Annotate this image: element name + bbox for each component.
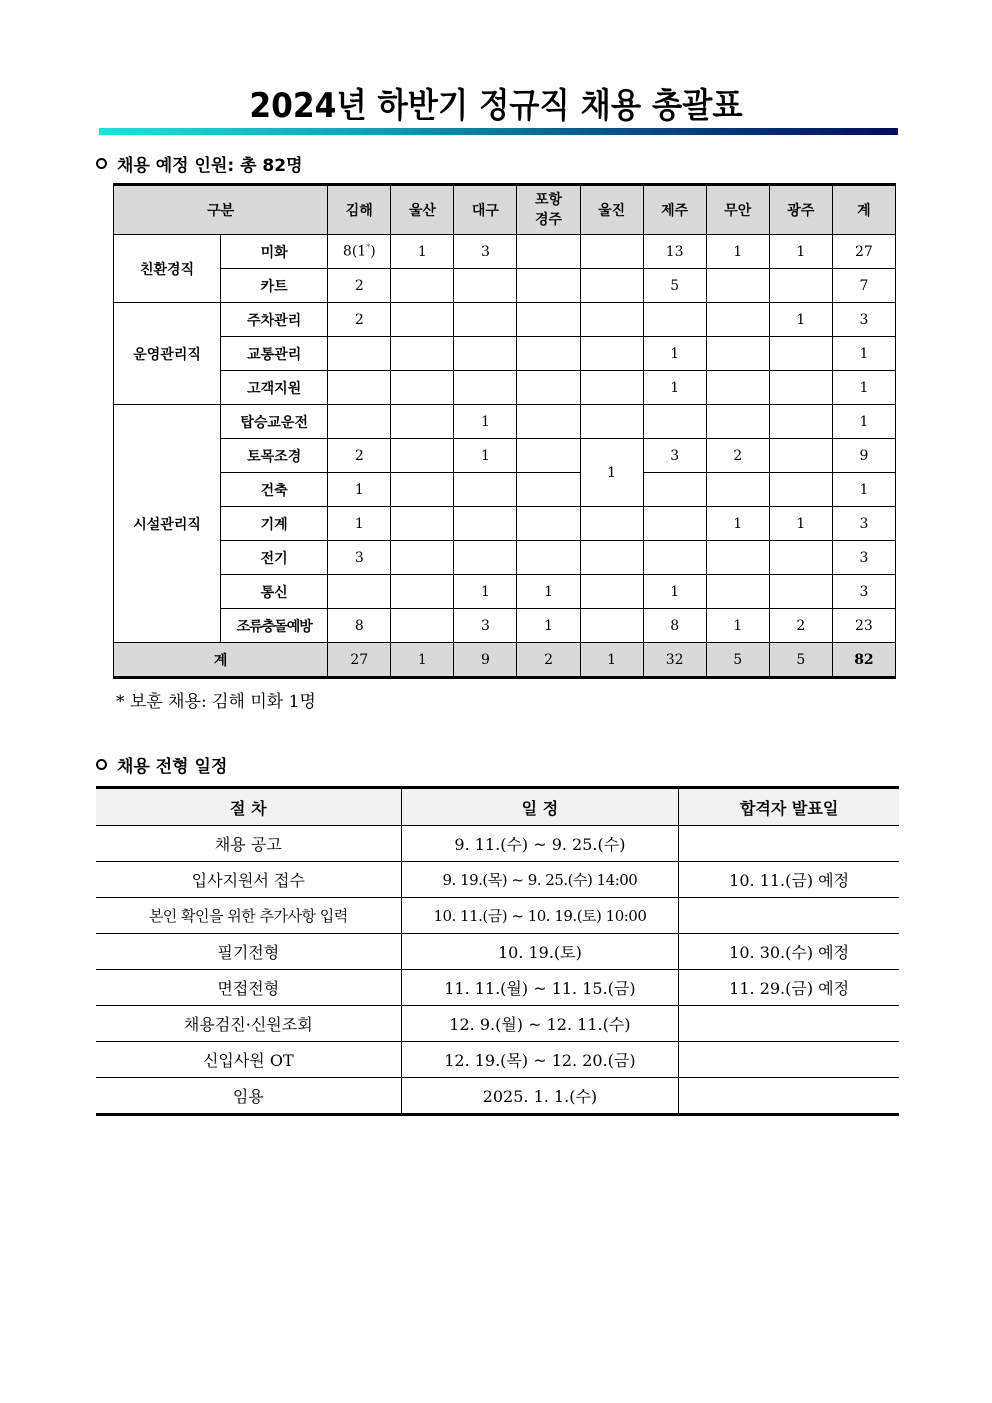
step-cell: 면접전형: [96, 970, 401, 1006]
header-pohang-gyeongju: [517, 185, 580, 235]
cell: [391, 405, 454, 439]
cell: [769, 541, 832, 575]
cell: [454, 303, 517, 337]
header-total: 계: [832, 185, 895, 235]
schedule-cell: 2025. 1. 1.(수): [401, 1078, 679, 1115]
table-row: [114, 439, 896, 473]
cell: 1: [328, 473, 391, 507]
header-muan: 무안: [706, 185, 769, 235]
cell: [580, 269, 643, 303]
cell-total: 27: [832, 235, 895, 269]
cell: 8: [643, 609, 706, 643]
cell: [643, 405, 706, 439]
cell: [454, 473, 517, 507]
cell: [517, 303, 580, 337]
cell: [643, 473, 706, 507]
step-cell: 필기전형: [96, 934, 401, 970]
header-schedule: 일 정: [401, 788, 679, 826]
cell: 1: [328, 507, 391, 541]
step-cell: 채용 공고: [96, 826, 401, 862]
cell: 2: [328, 439, 391, 473]
step-cell: 임용: [96, 1078, 401, 1115]
table-row: [96, 898, 899, 934]
total-cell: 2: [517, 643, 580, 678]
schedule-cell: 9. 19.(목) ~ 9. 25.(수) 14:00: [401, 862, 679, 898]
cell-total: 1: [832, 337, 895, 371]
cell: [643, 507, 706, 541]
cell: 1: [454, 439, 517, 473]
cell: [517, 235, 580, 269]
table-row: [114, 575, 896, 609]
cell-total: 3: [832, 507, 895, 541]
cell: [391, 609, 454, 643]
title-underline-bar: [99, 128, 898, 135]
circle-bullet-icon: [96, 158, 107, 169]
announce-cell: [679, 1042, 899, 1078]
table-header-row: [96, 788, 899, 826]
row-label: 기계: [221, 507, 328, 541]
cell: [328, 371, 391, 405]
footnote: * 보훈 채용: 김해 미화 1명: [116, 692, 316, 712]
announce-cell: 10. 11.(금) 예정: [679, 862, 899, 898]
cell: [517, 507, 580, 541]
table-row: [96, 1006, 899, 1042]
cell: 1: [517, 575, 580, 609]
table-row: [96, 1042, 899, 1078]
cell: [517, 337, 580, 371]
section-heading-text: 채용 예정 인원: 총 82명: [117, 156, 303, 176]
header-daegu: 대구: [454, 185, 517, 235]
section-heading-text: 채용 전형 일정: [117, 757, 228, 777]
table-row: [114, 337, 896, 371]
cell-total: 1: [832, 405, 895, 439]
table-row: [114, 473, 896, 507]
cell: 2: [328, 269, 391, 303]
cell: [706, 473, 769, 507]
cell: [769, 405, 832, 439]
announce-cell: 10. 30.(수) 예정: [679, 934, 899, 970]
table-row: [96, 826, 899, 862]
schedule-cell: 11. 11.(월) ~ 11. 15.(금): [401, 970, 679, 1006]
table-row: [114, 541, 896, 575]
row-label: 고객지원: [221, 371, 328, 405]
table-row: [96, 862, 899, 898]
header-gwangju: 광주: [769, 185, 832, 235]
cell: [391, 269, 454, 303]
row-label: 주차관리: [221, 303, 328, 337]
cell: [454, 269, 517, 303]
cell: [517, 473, 580, 507]
cell-total: 7: [832, 269, 895, 303]
header-jeju: 제주: [643, 185, 706, 235]
cell: [769, 337, 832, 371]
cell: [706, 541, 769, 575]
cell: 1: [643, 337, 706, 371]
cell: [391, 371, 454, 405]
cell: [706, 269, 769, 303]
total-cell: 27: [328, 643, 391, 678]
table-row: [114, 371, 896, 405]
header-gyeongju: 경주: [534, 212, 563, 228]
total-cell: 5: [706, 643, 769, 678]
header-uljin: 울진: [580, 185, 643, 235]
cell: 3: [643, 439, 706, 473]
cell: [580, 609, 643, 643]
cell: [580, 235, 643, 269]
cell: [769, 439, 832, 473]
row-label: 건축: [221, 473, 328, 507]
cell: [769, 575, 832, 609]
table-header-row: [114, 185, 896, 235]
header-category: 구분: [114, 185, 328, 235]
cell-total: 1: [832, 371, 895, 405]
step-cell: 입사지원서 접수: [96, 862, 401, 898]
schedule-cell: 10. 11.(금) ~ 10. 19.(토) 10:00: [401, 898, 679, 934]
step-cell: 본인 확인을 위한 추가사항 입력: [96, 898, 401, 934]
cell: 1: [643, 575, 706, 609]
cell: 1: [517, 609, 580, 643]
cell-paren: ): [370, 243, 376, 260]
cell: 8: [328, 609, 391, 643]
row-label: 전기: [221, 541, 328, 575]
announce-cell: 11. 29.(금) 예정: [679, 970, 899, 1006]
schedule-cell: 9. 11.(수) ~ 9. 25.(수): [401, 826, 679, 862]
schedule-cell: 12. 9.(월) ~ 12. 11.(수): [401, 1006, 679, 1042]
cell: [643, 303, 706, 337]
cell: [706, 371, 769, 405]
table-row: [114, 303, 896, 337]
cell: [769, 371, 832, 405]
grand-total-cell: 82: [832, 643, 895, 678]
cell-value: 8(1: [342, 243, 367, 260]
table-row: [96, 970, 899, 1006]
cell: [517, 269, 580, 303]
step-cell: 채용검진·신원조회: [96, 1006, 401, 1042]
cell: [580, 575, 643, 609]
cell-gimhae: [328, 235, 391, 269]
cell: [643, 541, 706, 575]
row-label: 탑승교운전: [221, 405, 328, 439]
cell: [769, 473, 832, 507]
cell: [391, 507, 454, 541]
total-label: 계: [114, 643, 328, 678]
step-cell: 신입사원 OT: [96, 1042, 401, 1078]
cell: [517, 439, 580, 473]
table-total-row: [114, 643, 896, 678]
total-cell: 32: [643, 643, 706, 678]
cell: 2: [706, 439, 769, 473]
cell-uljin-merged: 1: [580, 439, 643, 507]
cell: [454, 541, 517, 575]
group-label: 운영관리직: [114, 303, 221, 405]
cell: 1: [769, 235, 832, 269]
cell-total: 3: [832, 303, 895, 337]
table-row: [114, 507, 896, 541]
table-row: [114, 405, 896, 439]
cell: [580, 337, 643, 371]
cell: [517, 541, 580, 575]
row-label: 토목조경: [221, 439, 328, 473]
cell: [454, 507, 517, 541]
header-pohang: 포항: [534, 192, 563, 208]
row-label: 통신: [221, 575, 328, 609]
section-heading-headcount: [96, 151, 303, 176]
cell: [391, 541, 454, 575]
table-row: [114, 609, 896, 643]
cell: [706, 575, 769, 609]
row-label: 조류충돌예방: [221, 609, 328, 643]
cell: 3: [454, 609, 517, 643]
cell: 1: [706, 609, 769, 643]
cell: [580, 303, 643, 337]
cell: [454, 371, 517, 405]
table-row: [114, 235, 896, 269]
page-title: 2024년 하반기 정규직 채용 총괄표: [249, 86, 743, 126]
cell: [391, 303, 454, 337]
cell: [328, 575, 391, 609]
cell-total: 1: [832, 473, 895, 507]
cell: 3: [454, 235, 517, 269]
row-label: 교통관리: [221, 337, 328, 371]
cell: 13: [643, 235, 706, 269]
total-cell: 5: [769, 643, 832, 678]
row-label: 카트: [221, 269, 328, 303]
schedule-cell: 12. 19.(목) ~ 12. 20.(금): [401, 1042, 679, 1078]
group-label: 시설관리직: [114, 405, 221, 643]
cell: [391, 337, 454, 371]
cell: [328, 337, 391, 371]
total-cell: 1: [580, 643, 643, 678]
asterisk-mark: *: [366, 243, 371, 253]
section-heading-schedule: [96, 752, 227, 777]
cell: [580, 541, 643, 575]
headcount-table: [113, 183, 896, 679]
cell: [391, 473, 454, 507]
cell: 3: [328, 541, 391, 575]
header-step: 절 차: [96, 788, 401, 826]
row-label: 미화: [221, 235, 328, 269]
cell: [517, 405, 580, 439]
table-row: [96, 1078, 899, 1115]
cell: [706, 405, 769, 439]
cell: 1: [454, 405, 517, 439]
cell: [580, 371, 643, 405]
cell: 1: [706, 507, 769, 541]
cell: 2: [769, 609, 832, 643]
cell: 1: [454, 575, 517, 609]
cell: [580, 507, 643, 541]
cell-total: 3: [832, 541, 895, 575]
cell: [580, 405, 643, 439]
announce-cell: [679, 898, 899, 934]
schedule-cell: 10. 19.(토): [401, 934, 679, 970]
announce-cell: [679, 826, 899, 862]
cell: 1: [643, 371, 706, 405]
announce-cell: [679, 1006, 899, 1042]
cell: 5: [643, 269, 706, 303]
circle-bullet-icon: [96, 759, 107, 770]
cell: [706, 303, 769, 337]
cell-total: 23: [832, 609, 895, 643]
table-row: [96, 934, 899, 970]
header-ulsan: 울산: [391, 185, 454, 235]
cell: [391, 575, 454, 609]
cell: [769, 269, 832, 303]
cell: 1: [769, 303, 832, 337]
schedule-table: [96, 786, 899, 1116]
cell: [454, 337, 517, 371]
cell-total: 3: [832, 575, 895, 609]
table-row: [114, 269, 896, 303]
cell: [328, 405, 391, 439]
cell: 1: [391, 235, 454, 269]
total-cell: 9: [454, 643, 517, 678]
group-label: 친환경직: [114, 235, 221, 303]
cell-total: 9: [832, 439, 895, 473]
header-announce: 합격자 발표일: [679, 788, 899, 826]
cell: 1: [706, 235, 769, 269]
total-cell: 1: [391, 643, 454, 678]
cell: [391, 439, 454, 473]
cell: [517, 371, 580, 405]
header-gimhae: 김해: [328, 185, 391, 235]
announce-cell: [679, 1078, 899, 1115]
cell: 2: [328, 303, 391, 337]
cell: 1: [769, 507, 832, 541]
cell: [706, 337, 769, 371]
